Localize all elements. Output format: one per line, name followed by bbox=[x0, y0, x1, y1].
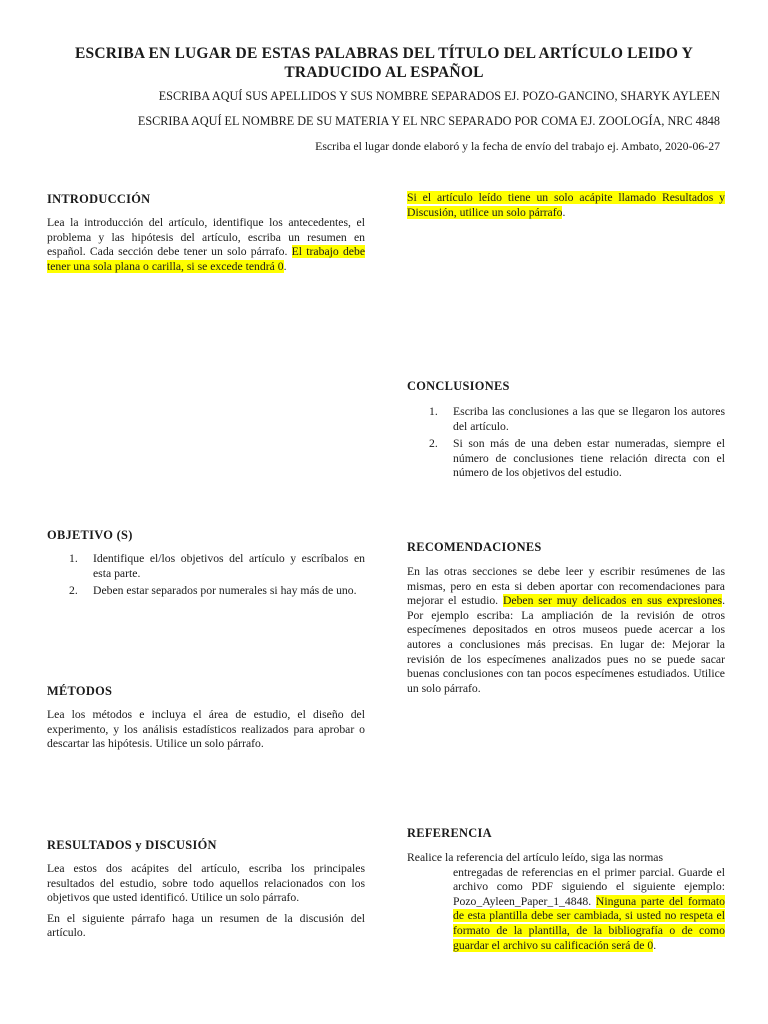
title-line-1: ESCRIBA EN LUGAR DE ESTAS PALABRAS DEL TÍTULO DEL ARTÍCULO LEIDO Y bbox=[74, 45, 694, 62]
metodos-heading: MÉTODOS bbox=[47, 684, 113, 698]
resultados-paragraph-2: En el siguiente párrafo haga un resumen de la discusión del artículo. bbox=[47, 911, 365, 940]
recomendaciones-highlight: Deben ser muy delicados en sus expresiones bbox=[502, 594, 723, 608]
metodos-section bbox=[47, 708, 365, 752]
list-text: Si son más de una deben estar numeradas, siempre el número de conclusiones tiene relación directa con el número de los objetivos del estudio. bbox=[453, 437, 725, 480]
list-item bbox=[407, 405, 725, 434]
objetivo-heading: OBJETIVO (S) bbox=[47, 528, 133, 542]
recomendaciones-paragraph bbox=[407, 565, 725, 696]
right-top-paragraph bbox=[407, 191, 725, 220]
metodos-paragraph: Lea los métodos e incluya el área de estudio, el diseño del experimento, y los análisis estadísticos realizados para aprobar o descartar las hipótesis. Utilice un solo párrafo. bbox=[47, 708, 365, 751]
authors-line: ESCRIBA AQUÍ SUS APELLIDOS Y SUS NOMBRE SEPARADOS EJ. POZO-GANCINO, SHARYK AYLEEN bbox=[158, 89, 720, 103]
list-text: Deben estar separados por numerales si hay más de uno. bbox=[93, 584, 357, 598]
objetivo-section bbox=[47, 552, 365, 602]
referencia-text: entregadas de referencias en el primer parcial. Guarde el archivo como PDF siguiendo el siguiente ejemplo: Pozo_Ayleen_Paper_1_4848. bbox=[453, 865, 725, 908]
right-top-highlight: Si el artículo leído tiene un solo acápite llamado Resultados y Discusión, utilice un solo párrafo bbox=[407, 191, 725, 219]
resultados-heading: RESULTADOS y DISCUSIÓN bbox=[47, 838, 217, 852]
list-item bbox=[47, 584, 365, 599]
recomendaciones-text-a: En las otras secciones se debe leer y escribir resúmenes de las mismas, pero en esta si deben aportar con recomendaciones para mejorar el estudio. bbox=[407, 565, 725, 608]
conclusiones-list bbox=[407, 405, 725, 481]
course-line: ESCRIBA AQUÍ EL NOMBRE DE SU MATERIA Y EL NRC SEPARADO POR COMA EJ. ZOOLOGÍA, NRC 4848 bbox=[137, 114, 720, 128]
list-text: Identifique el/los objetivos del artículo y escríbalos en esta parte. bbox=[93, 552, 365, 580]
referencia-section bbox=[407, 851, 725, 953]
introduccion-highlight: El trabajo debe tener una sola plana o carilla, si se excede tendrá 0 bbox=[47, 245, 366, 273]
list-item bbox=[47, 552, 365, 581]
place-date-line: Escriba el lugar donde elaboró y la fecha de envío del trabajo ej. Ambato, 2020-06-27 bbox=[315, 139, 720, 153]
introduccion-heading: INTRODUCCIÓN bbox=[47, 192, 151, 206]
list-number: 2. bbox=[69, 584, 78, 598]
introduccion-section bbox=[47, 216, 365, 274]
list-number: 1. bbox=[429, 405, 438, 418]
referencia-end: . bbox=[653, 938, 657, 952]
referencia-line-1: Realice la referencia del artículo leído, siga las normas bbox=[407, 851, 664, 864]
referencia-heading: REFERENCIA bbox=[407, 826, 492, 840]
recomendaciones-section bbox=[407, 565, 725, 696]
right-top-section bbox=[407, 191, 725, 220]
referencia-indented bbox=[407, 866, 725, 954]
list-number: 2. bbox=[429, 437, 438, 451]
conclusiones-heading: CONCLUSIONES bbox=[407, 379, 510, 393]
referencia-highlight: Ninguna parte del formato de esta plantilla debe ser cambiada, si usted no respeta el formato de la plantilla, de la bibliografía o de como guardar el archivo su calificación será de 0 bbox=[453, 894, 725, 952]
recomendaciones-text-b: . Por ejemplo escriba: La ampliación de la revisión de otros especímenes depositados en otros museos puede acercar a los autores a conclusiones más precisas. En lugar de: Mejorar la revisión de los especímenes analizados pues no se puede sacar buenas conclusiones con tan pocos especímenes estudiados. Utilice un solo párrafo. bbox=[407, 594, 725, 695]
resultados-paragraph-1: Lea estos dos acápites del artículo, escriba los principales resultados del estudio, sobre todo aquellos relacionados con los objetivos que usted identificó. Utilice un solo párrafo. bbox=[47, 862, 365, 905]
recomendaciones-heading: RECOMENDACIONES bbox=[407, 540, 542, 554]
list-number: 1. bbox=[69, 552, 78, 565]
right-top-end: . bbox=[562, 205, 566, 219]
document-title bbox=[60, 44, 708, 82]
conclusiones-section bbox=[407, 405, 725, 484]
introduccion-end: . bbox=[283, 259, 287, 273]
list-item bbox=[407, 437, 725, 481]
title-line-2: TRADUCIDO AL ESPAÑOL bbox=[284, 64, 484, 81]
introduccion-text: Lea la introducción del artículo, identifique los antecedentes, el problema y las hipótesis del artículo, escriba un resumen en español. Cada sección debe tener un solo párrafo. bbox=[47, 216, 365, 259]
list-text: Escriba las conclusiones a las que se llegaron los autores del artículo. bbox=[453, 405, 725, 433]
objetivo-list bbox=[47, 552, 365, 599]
introduccion-paragraph bbox=[47, 216, 365, 274]
resultados-section bbox=[47, 862, 365, 941]
